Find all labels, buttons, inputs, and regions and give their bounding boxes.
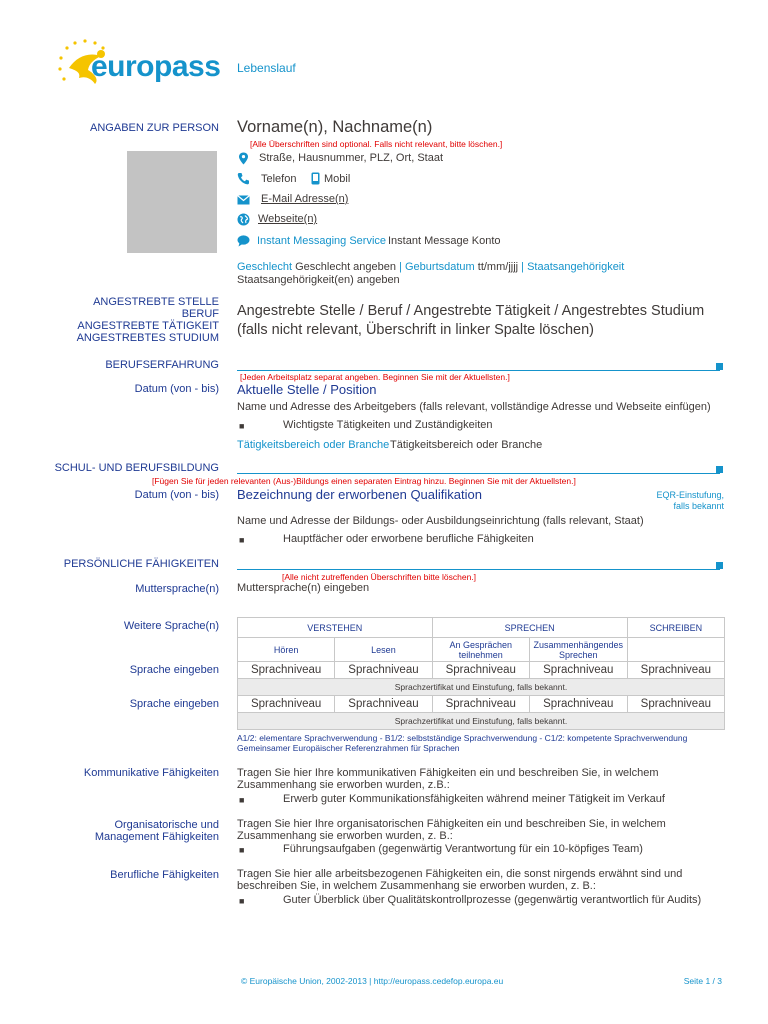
footer-copyright: © Europäische Union, 2002-2013 | http://europass.cedefop.europa.eu bbox=[241, 976, 504, 986]
qualification-title: Bezeichnung der erworbenen Qualifikation bbox=[237, 487, 482, 502]
address-text: Straße, Hausnummer, PLZ, Ort, Staat bbox=[259, 152, 444, 164]
europass-logo bbox=[55, 38, 225, 88]
target-label-line: ANGESTREBTE STELLE bbox=[93, 296, 219, 308]
mother-tongue-label: Muttersprache(n) bbox=[135, 583, 219, 595]
im-label: Instant Messaging Service bbox=[257, 235, 387, 247]
personal-details-line bbox=[237, 261, 624, 273]
education-rule bbox=[237, 473, 720, 474]
level-cell: Sprachniveau bbox=[627, 662, 724, 679]
org-label-line: Organisatorische und bbox=[114, 819, 219, 831]
photo-placeholder bbox=[127, 151, 217, 253]
location-icon bbox=[237, 152, 250, 165]
organisational-text: Tragen Sie hier Ihre organisatorischen Fähigkeiten ein und beschreiben Sie, in welchem Zusammenhang sie erworben wurden, z. B.: bbox=[237, 818, 666, 842]
mother-tongue-value: Muttersprache(n) eingeben bbox=[237, 582, 370, 594]
separator: | bbox=[521, 261, 525, 273]
employer-text: Name und Adresse des Arbeitgebers (falls relevant, vollständige Adresse und Webseite einfügen) bbox=[237, 401, 711, 413]
phone-icon bbox=[237, 172, 250, 185]
mobile-label: Mobil bbox=[324, 173, 351, 185]
understanding-header: VERSTEHEN bbox=[238, 618, 433, 638]
communication-text: Tragen Sie hier Ihre kommunikativen Fähigkeiten ein und beschreiben Sie, in welchem Zusammenhang sie erworben wurden, z.B.: bbox=[237, 767, 659, 791]
gender-label: Geschlecht bbox=[237, 261, 293, 273]
bullet: ■ bbox=[239, 845, 245, 855]
level-cell: Sprachniveau bbox=[627, 696, 724, 713]
organisational-label bbox=[95, 819, 219, 843]
nationality-label: Staatsangehörigkeit bbox=[527, 261, 625, 273]
dob-label: Geburtsdatum bbox=[405, 261, 475, 273]
level-cell: Sprachniveau bbox=[238, 696, 335, 713]
subjects-text: Hauptfächer oder erworbene berufliche Fähigkeiten bbox=[283, 533, 534, 545]
communication-bullet: Erwerb guter Kommunikationsfähigkeiten während meiner Tätigkeit im Verkauf bbox=[283, 793, 665, 805]
logo-text: europass bbox=[91, 50, 221, 83]
bullet: ■ bbox=[239, 795, 245, 805]
website-link[interactable]: Webseite(n) bbox=[258, 213, 318, 225]
experience-section-label: BERUFSERFAHRUNG bbox=[105, 359, 219, 371]
education-section-label: SCHUL- UND BERUFSBILDUNG bbox=[54, 462, 219, 474]
scale-levels: A1/2: elementare Sprachverwendung - B1/2: selbstständige Sprachverwendung - C1/2: kompetente Sprachverwendung bbox=[237, 733, 688, 743]
doc-type-label: Lebenslauf bbox=[237, 61, 296, 75]
level-cell: Sprachniveau bbox=[335, 696, 432, 713]
language-table bbox=[237, 617, 725, 730]
bullet: ■ bbox=[239, 421, 245, 431]
language-scale-note bbox=[237, 733, 687, 753]
institution-text: Name und Adresse der Bildungs- oder Ausbildungseinrichtung (falls relevant, Staat) bbox=[237, 515, 644, 527]
level-cell: Sprachniveau bbox=[529, 696, 627, 713]
skills-note: [Alle nicht zutreffenden Überschriften bitte löschen.] bbox=[282, 572, 477, 582]
scale-reference: Gemeinsamer Europäischer Referenzrahmen für Sprachen bbox=[237, 743, 460, 753]
target-section-label bbox=[77, 296, 219, 344]
footer-page-number: Seite 1 / 3 bbox=[683, 976, 722, 986]
eqr-level bbox=[656, 490, 724, 512]
level-cell: Sprachniveau bbox=[238, 662, 335, 679]
level-cell: Sprachniveau bbox=[432, 696, 529, 713]
job-skills-text: Tragen Sie hier alle arbeitsbezogenen Fähigkeiten ein, die sonst nirgends erwähnt sind und beschreiben Sie, in welchem Zusammenhang sie erworben wurden, z. B.: bbox=[237, 868, 683, 892]
target-label-line: ANGESTREBTES STUDIUM bbox=[76, 332, 219, 344]
eqr-line: EQR-Einstufung, bbox=[656, 490, 724, 500]
optional-note: [Alle Überschriften sind optional. Falls nicht relevant, bitte löschen.] bbox=[250, 139, 503, 149]
reading-header: Lesen bbox=[335, 638, 432, 662]
skills-rule bbox=[237, 569, 720, 570]
target-label-line: ANGESTREBTE TÄTIGKEIT bbox=[77, 320, 219, 332]
org-label-line: Management Fähigkeiten bbox=[94, 831, 219, 843]
level-cell: Sprachniveau bbox=[529, 662, 627, 679]
email-icon bbox=[237, 195, 250, 205]
separator: | bbox=[399, 261, 402, 273]
certificate-cell: Sprachzertifikat und Einstufung, falls bekannt. bbox=[238, 713, 725, 730]
certificate-cell: Sprachzertifikat und Einstufung, falls bekannt. bbox=[238, 679, 725, 696]
bullet: ■ bbox=[239, 535, 245, 545]
level-cell: Sprachniveau bbox=[432, 662, 529, 679]
skills-marker bbox=[716, 562, 723, 569]
experience-position: Aktuelle Stelle / Position bbox=[237, 382, 377, 397]
eqr-line: falls bekannt bbox=[673, 501, 724, 511]
communication-label: Kommunikative Fähigkeiten bbox=[83, 767, 219, 779]
experience-note: [Jeden Arbeitsplatz separat angeben. Beginnen Sie mit der Aktuellsten.] bbox=[240, 372, 510, 382]
duties-text: Wichtigste Tätigkeiten und Zuständigkeiten bbox=[283, 419, 493, 431]
education-marker bbox=[716, 466, 723, 473]
language-name: Sprache eingeben bbox=[129, 698, 219, 710]
mobile-icon bbox=[311, 172, 320, 185]
bullet: ■ bbox=[239, 896, 245, 906]
sector-value: Tätigkeitsbereich oder Branche bbox=[390, 439, 543, 451]
target-text: Angestrebte Stelle / Beruf / Angestrebte Tätigkeit / Angestrebtes Studium (falls nicht relevant, Überschrift in linker Spalte löschen) bbox=[237, 303, 705, 338]
listening-header: Hören bbox=[238, 638, 335, 662]
person-section-label: ANGABEN ZUR PERSON bbox=[90, 122, 219, 134]
level-cell: Sprachniveau bbox=[335, 662, 432, 679]
education-note: [Fügen Sie für jeden relevanten (Aus-)Bildungs einen separaten Eintrag hinzu. Beginnen Sie mit der Aktuellsten.] bbox=[152, 476, 576, 486]
im-value: Instant Message Konto bbox=[388, 235, 501, 247]
job-skills-label: Berufliche Fähigkeiten bbox=[110, 869, 219, 881]
website-icon bbox=[237, 213, 250, 226]
sector-label: Tätigkeitsbereich oder Branche bbox=[237, 439, 390, 451]
email-link[interactable]: E-Mail Adresse(n) bbox=[261, 193, 349, 205]
experience-date-label: Datum (von - bis) bbox=[134, 383, 219, 395]
organisational-bullet: Führungsaufgaben (gegenwärtig Verantwortung für ein 10-köpfiges Team) bbox=[283, 843, 643, 855]
experience-rule bbox=[237, 370, 720, 371]
writing-subheader bbox=[627, 638, 724, 662]
language-name: Sprache eingeben bbox=[129, 664, 219, 676]
other-languages-label: Weitere Sprache(n) bbox=[123, 620, 219, 632]
phone-label: Telefon bbox=[261, 173, 297, 185]
person-name: Vorname(n), Nachname(n) bbox=[237, 118, 433, 136]
experience-marker bbox=[716, 363, 723, 370]
skills-section-label: PERSÖNLICHE FÄHIGKEITEN bbox=[63, 558, 219, 570]
education-date-label: Datum (von - bis) bbox=[134, 489, 219, 501]
interaction-header: An Gesprächen teilnehmen bbox=[432, 638, 529, 662]
speaking-header: SPRECHEN bbox=[432, 618, 627, 638]
production-header: Zusammenhängendes Sprechen bbox=[529, 638, 627, 662]
target-label-line: BERUF bbox=[181, 308, 219, 320]
chat-icon bbox=[237, 235, 250, 247]
dob-value: tt/mm/jjjj bbox=[477, 261, 519, 273]
nationality-value: Staatsangehörigkeit(en) angeben bbox=[237, 274, 400, 286]
gender-value: Geschlecht angeben bbox=[295, 261, 397, 273]
job-skills-bullet: Guter Überblick über Qualitätskontrollprozesse (gegenwärtig verantwortlich für Audits) bbox=[283, 894, 702, 906]
writing-header: SCHREIBEN bbox=[627, 618, 724, 638]
